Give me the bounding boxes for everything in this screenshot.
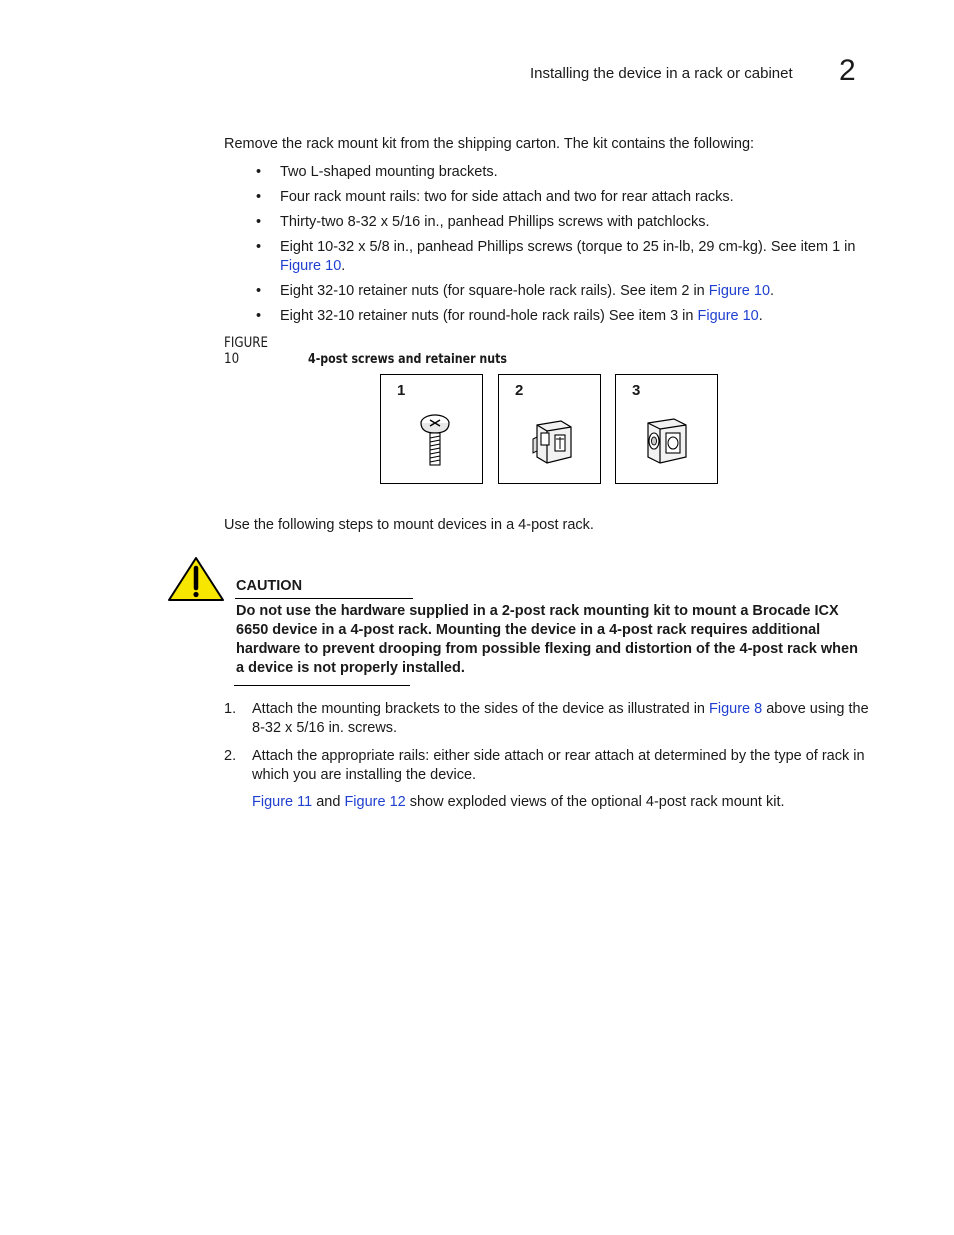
list-item: [256, 213, 876, 232]
bullet-marker: •: [256, 189, 262, 205]
figure-refs-middle: and: [312, 794, 345, 810]
step-text-suffix: above using the 8-32 x 5/16 in. screws.: [252, 701, 869, 736]
caution-top-rule: [235, 598, 413, 599]
running-header-title: Installing the device in a rack or cabinet: [530, 65, 793, 82]
step-number: 2.: [224, 748, 237, 764]
figure-panel-1: [380, 374, 483, 484]
figure-10-link[interactable]: Figure 10: [280, 258, 342, 274]
bullet-marker: •: [256, 239, 262, 255]
intro-paragraph: Remove the rack mount kit from the shipping carton. The kit contains the following:: [224, 136, 755, 152]
kit-contents-list: [256, 163, 876, 332]
figure-refs-suffix: show exploded views of the optional 4-post rack mount kit.: [405, 794, 785, 810]
step-text: Attach the mounting brackets to the sides of the device as illustrated in: [252, 701, 710, 717]
figure-10-link[interactable]: Figure 10: [697, 308, 759, 324]
list-item-suffix: .: [770, 283, 775, 299]
bullet-marker: •: [256, 214, 262, 230]
warning-triangle-icon: [167, 556, 225, 602]
use-steps-paragraph: Use the following steps to mount devices in a 4-post rack.: [224, 517, 594, 533]
figure-12-link[interactable]: Figure 12: [344, 794, 406, 810]
list-item-text: Eight 32-10 retainer nuts (for round-hole rack rails) See item 3 in: [280, 308, 698, 324]
bullet-marker: •: [256, 283, 262, 299]
bullet-marker: •: [256, 164, 262, 180]
list-item: [256, 238, 876, 276]
list-item: [256, 282, 876, 301]
figure-number: FIGURE 10: [224, 335, 269, 367]
figure-caption: [224, 335, 542, 367]
list-item-text: Eight 32-10 retainer nuts (for square-hole rack rails). See item 2 in: [280, 283, 709, 299]
list-item: [256, 163, 876, 182]
panel-label: 2: [515, 382, 524, 399]
caution-bottom-rule: [234, 685, 410, 686]
round-hole-retainer-nut-icon: [642, 417, 692, 467]
list-item-suffix: .: [341, 258, 346, 274]
figure-panel-2: [498, 374, 601, 484]
step-number: 1.: [224, 701, 237, 717]
figure-references-paragraph: [252, 793, 785, 812]
caution-text: Do not use the hardware supplied in a 2-post rack mounting kit to mount a Brocade ICX 6650 device in a 4-post rack. Mounting the device in a 4-post rack requires additional hardware to prevent drooping from possible flexing and distortion of the 4-post rack when a device is not properly installed.: [236, 603, 858, 676]
step-text: Attach the appropriate rails: either side attach or rear attach at determined by the type of rack in which you are installing the device.: [252, 748, 865, 783]
bullet-marker: •: [256, 308, 262, 324]
figure-title: 4-post screws and retainer nuts: [308, 352, 507, 367]
panhead-screw-icon: [417, 411, 457, 471]
caution-label: CAUTION: [236, 578, 303, 594]
figure-panel-3: [615, 374, 718, 484]
chapter-number: 2: [839, 54, 856, 87]
figure-8-link[interactable]: Figure 8: [709, 701, 763, 717]
list-item: [256, 188, 876, 207]
list-item-text: Thirty-two 8-32 x 5/16 in., panhead Phillips screws with patchlocks.: [280, 214, 710, 230]
list-item-text: Four rack mount rails: two for side attach and two for rear attach racks.: [280, 189, 734, 205]
square-hole-retainer-nut-icon: [531, 417, 577, 467]
list-item: [256, 307, 876, 326]
figure-11-link[interactable]: Figure 11: [252, 794, 313, 810]
panel-label: 3: [632, 382, 641, 399]
list-item-text: Two L-shaped mounting brackets.: [280, 164, 498, 180]
list-item-text: Eight 10-32 x 5/8 in., panhead Phillips screws (torque to 25 in-lb, 29 cm-kg). See item 1 in: [280, 239, 856, 255]
panel-label: 1: [397, 382, 406, 399]
list-item-suffix: .: [758, 308, 763, 324]
procedure-step: [224, 747, 874, 785]
procedure-steps: [224, 700, 874, 794]
figure-10-link[interactable]: Figure 10: [708, 283, 771, 299]
procedure-step: [224, 700, 874, 738]
